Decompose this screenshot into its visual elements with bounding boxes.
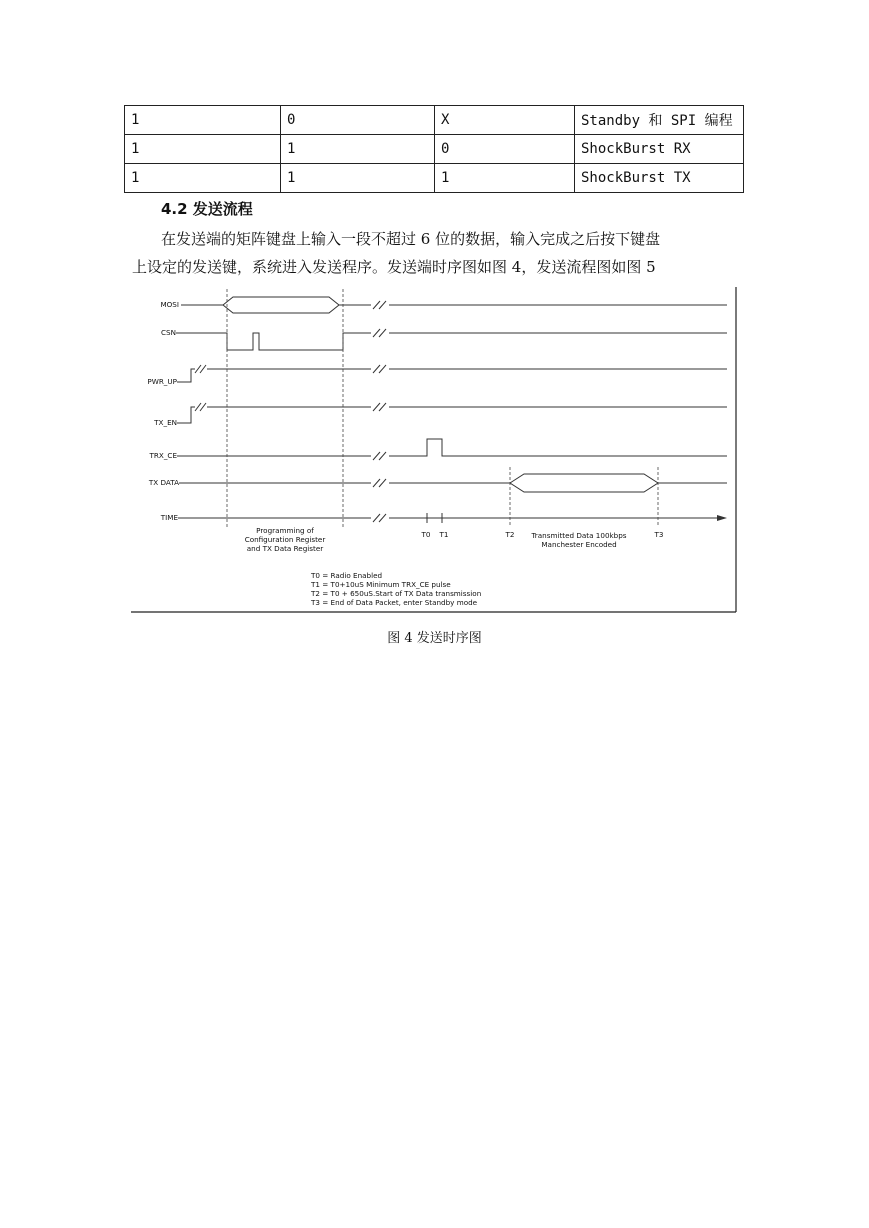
table-cell: X — [435, 106, 575, 135]
time-mark-label: T1 — [439, 530, 449, 539]
table-cell: ShockBurst RX — [575, 135, 744, 164]
signal-label: TIME — [160, 513, 178, 522]
timing-note: T2 = T0 + 650uS.Start of TX Data transmission — [311, 589, 482, 598]
table-cell: ShockBurst TX — [575, 164, 744, 193]
table-cell: 1 — [281, 135, 435, 164]
signal-label: TRX_CE — [149, 451, 177, 460]
timing-note: T1 = T0+10uS Minimum TRX_CE pulse — [311, 580, 451, 589]
programming-label: and TX Data Register — [246, 544, 324, 553]
time-mark-label: T0 — [421, 530, 431, 539]
timing-diagram — [131, 287, 737, 613]
programming-label: Configuration Register — [244, 535, 326, 544]
signal-label: CSN — [161, 328, 176, 337]
figure-caption: 图 4 发送时序图 — [387, 631, 482, 646]
table-cell: Standby 和 SPI 编程 — [575, 106, 744, 135]
paragraph-line: 在发送端的矩阵键盘上输入一段不超过 6 位的数据，输入完成之后按下键盘 — [161, 230, 661, 248]
signal-label: MOSI — [160, 300, 179, 309]
transmit-label: Manchester Encoded — [541, 540, 617, 549]
signal-label: TX_EN — [154, 418, 177, 427]
timing-note: T0 = Radio Enabled — [311, 571, 383, 580]
mode-table — [124, 105, 744, 193]
signal-label: PWR_UP — [147, 377, 177, 386]
table-cell: 1 — [435, 164, 575, 193]
table-row — [125, 164, 744, 193]
section-heading: 4.2 发送流程 — [161, 200, 253, 218]
time-mark-label: T2 — [505, 530, 515, 539]
time-mark-label: T3 — [654, 530, 664, 539]
paragraph-line: 上设定的发送键，系统进入发送程序。发送端时序图如图 4，发送流程图如图 5 — [132, 258, 656, 276]
table-cell: 1 — [125, 106, 281, 135]
table-cell: 1 — [281, 164, 435, 193]
table-cell: 1 — [125, 164, 281, 193]
table-row — [125, 106, 744, 135]
transmit-label: Transmitted Data 100kbps — [531, 531, 627, 540]
signal-label: TX DATA — [148, 478, 179, 487]
table-cell: 1 — [125, 135, 281, 164]
table-cell: 0 — [435, 135, 575, 164]
table-cell: 0 — [281, 106, 435, 135]
programming-label: Programming of — [256, 526, 314, 535]
timing-note: T3 = End of Data Packet, enter Standby mode — [311, 598, 478, 607]
table-row — [125, 135, 744, 164]
